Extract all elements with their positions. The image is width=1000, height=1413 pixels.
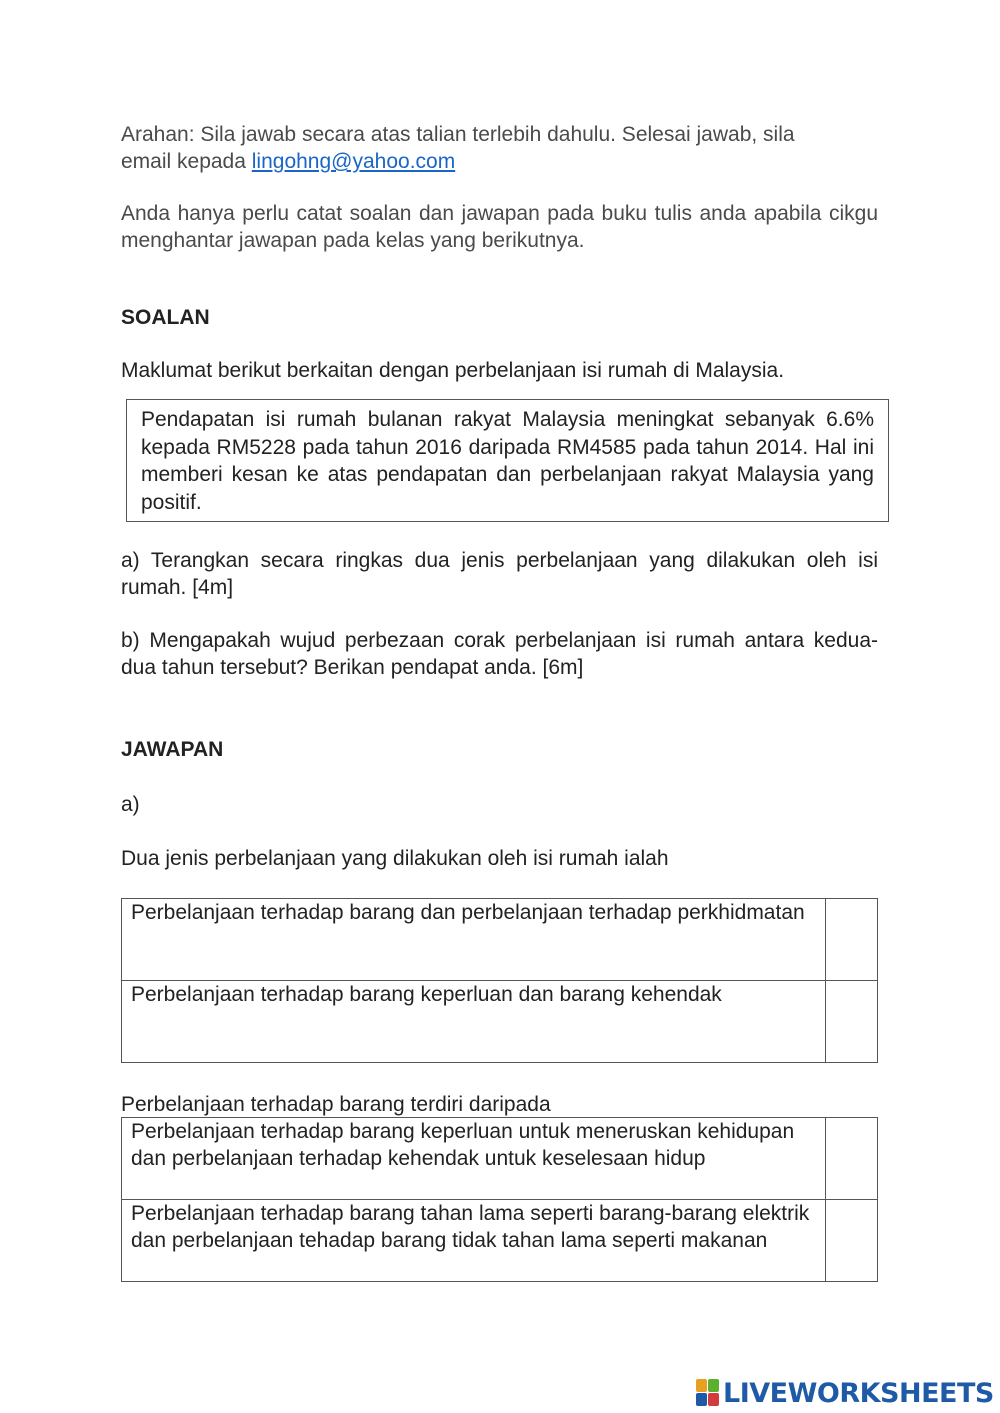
info-box-text: Pendapatan isi rumah bulanan rakyat Malaysia meningkat sebanyak 6.6% kepada RM5228 pada tahun 2016 daripada RM4585 pada tahun 2014. Hal ini memberi kesan ke atas pendapatan dan perbelanjaan rakyat Malaysia yang positif. bbox=[141, 408, 874, 514]
liveworksheets-logo-icon bbox=[696, 1379, 720, 1407]
logo-square-bl bbox=[696, 1393, 707, 1406]
option-text bbox=[122, 1118, 826, 1200]
logo-square-br bbox=[708, 1393, 719, 1406]
jawapan-heading: JAWAPAN bbox=[121, 738, 224, 761]
answer-checkbox[interactable] bbox=[825, 1118, 877, 1200]
option-text-content: Perbelanjaan terhadap barang keperluan dan barang kehendak bbox=[131, 983, 722, 1006]
option-row bbox=[122, 1118, 878, 1200]
answer-part-label: a) bbox=[121, 793, 140, 816]
option-text-content: Perbelanjaan terhadap barang keperluan untuk meneruskan kehidupan dan perbelanjaan terhadap kehendak untuk keselesaan hidup bbox=[131, 1120, 795, 1170]
instructions-line1: Arahan: Sila jawab secara atas talian terlebih dahulu. Selesai jawab, sila bbox=[121, 123, 795, 146]
answer-prompt-1: Dua jenis perbelanjaan yang dilakukan oleh isi rumah ialah bbox=[121, 847, 669, 870]
answer-checkbox[interactable] bbox=[825, 981, 877, 1063]
option-text bbox=[122, 899, 826, 981]
logo-square-tr bbox=[708, 1379, 719, 1392]
instructions-note: Anda hanya perlu catat soalan dan jawapan pada buku tulis anda apabila cikgu menghantar jawapan pada kelas yang berikutnya. bbox=[121, 202, 878, 252]
options-table-2 bbox=[121, 1117, 878, 1282]
soalan-intro: Maklumat berikut berkaitan dengan perbelanjaan isi rumah di Malaysia. bbox=[121, 359, 785, 382]
option-text bbox=[122, 1200, 826, 1282]
info-box bbox=[126, 399, 889, 522]
liveworksheets-logo-text: LIVEWORKSHEETS bbox=[723, 1377, 994, 1409]
option-row bbox=[122, 899, 878, 981]
answer-checkbox[interactable] bbox=[825, 899, 877, 981]
option-text-content: Perbelanjaan terhadap barang tahan lama seperti barang-barang elektrik dan perbelanjaan tehadap barang tidak tahan lama seperti makanan bbox=[131, 1202, 810, 1252]
answer-prompt-2: Perbelanjaan terhadap barang terdiri daripada bbox=[121, 1093, 551, 1116]
option-text bbox=[122, 981, 826, 1063]
option-row bbox=[122, 981, 878, 1063]
logo-square-tl bbox=[696, 1379, 707, 1392]
answer-checkbox[interactable] bbox=[825, 1200, 877, 1282]
instructions-line2 bbox=[121, 148, 881, 175]
instructions-line2-prefix: email kepada bbox=[121, 150, 252, 173]
options-table-1 bbox=[121, 898, 878, 1063]
question-b: b) Mengapakah wujud perbezaan corak perbelanjaan isi rumah antara kedua-dua tahun tersebut? Berikan pendapat anda. [6m] bbox=[121, 629, 878, 679]
liveworksheets-logo bbox=[696, 1376, 994, 1410]
soalan-heading: SOALAN bbox=[121, 306, 210, 329]
email-link[interactable]: lingohng@yahoo.com bbox=[251, 150, 456, 173]
option-row bbox=[122, 1200, 878, 1282]
option-text-content: Perbelanjaan terhadap barang dan perbelanjaan terhadap perkhidmatan bbox=[131, 901, 805, 924]
question-a: a) Terangkan secara ringkas dua jenis perbelanjaan yang dilakukan oleh isi rumah. [4m] bbox=[121, 549, 878, 599]
